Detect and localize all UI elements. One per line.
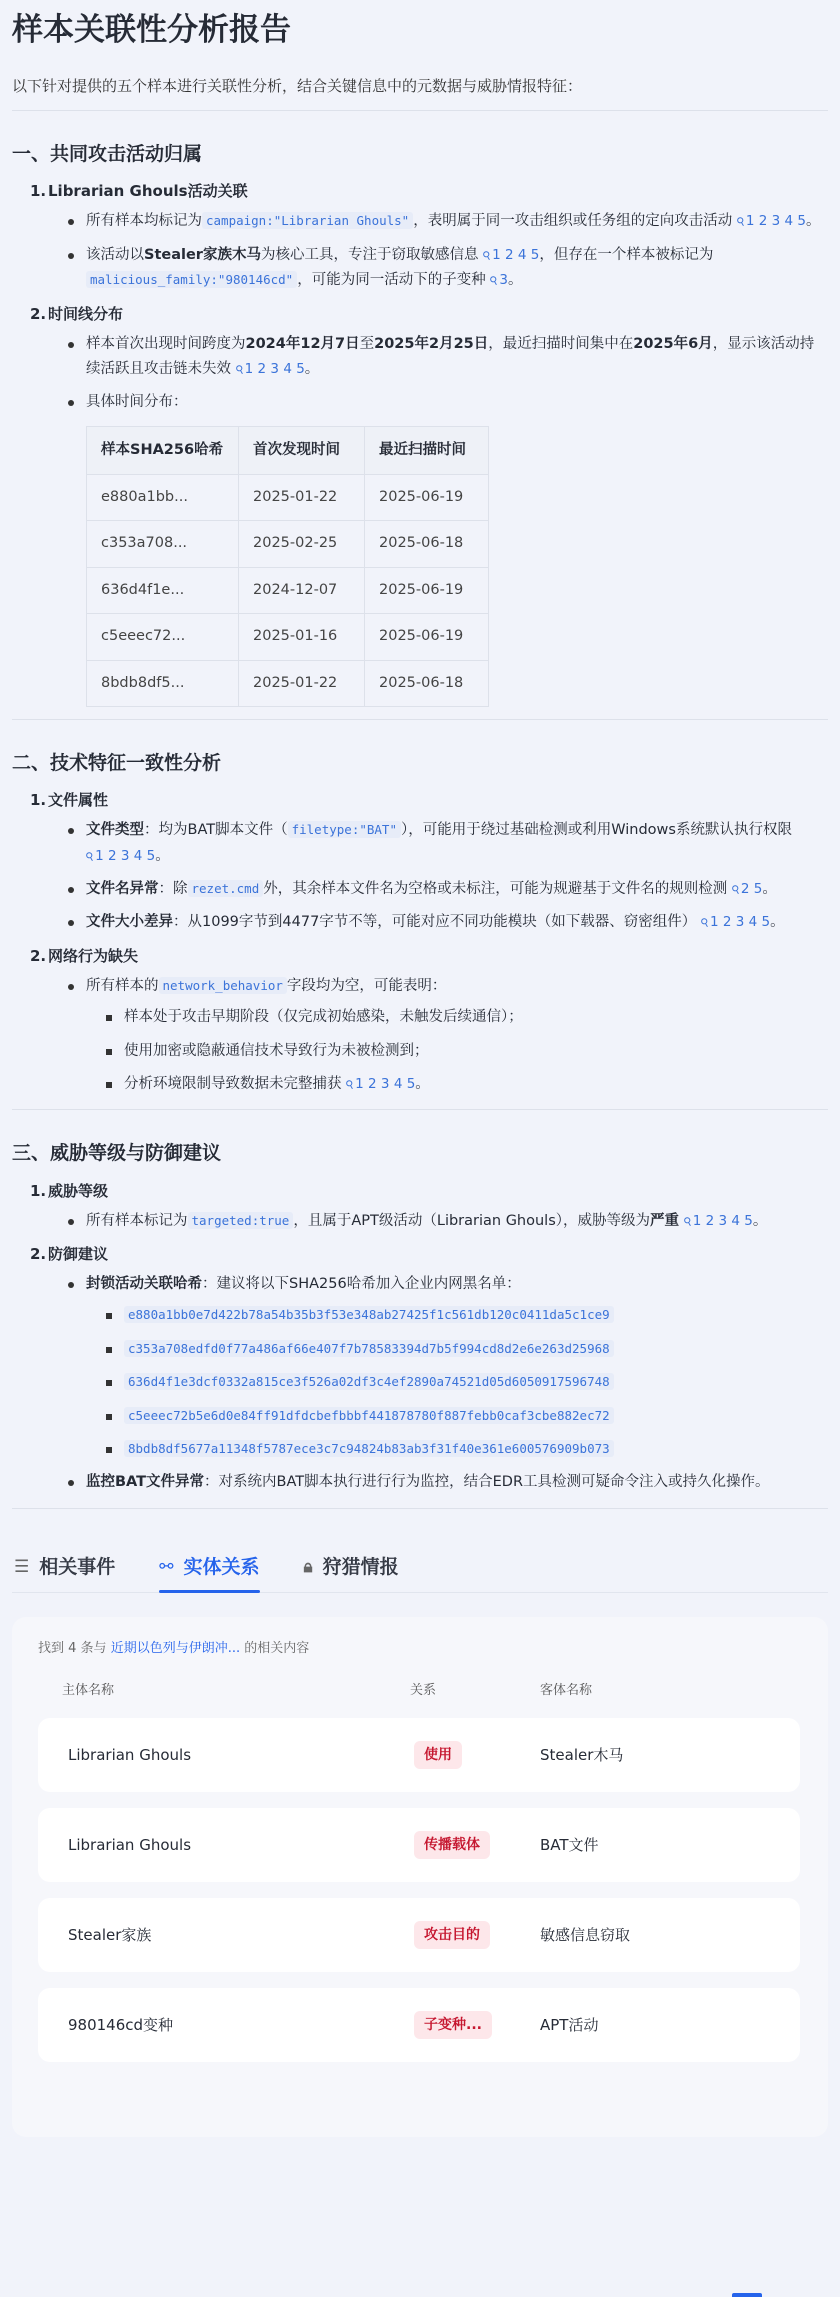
tab-related-events[interactable] <box>14 1542 115 1592</box>
text: ：对系统内BAT脚本执行进行行为监控，结合EDR工具检测可疑命令注入或持久化操作。 <box>204 1474 770 1491</box>
relation-row[interactable] <box>38 1718 800 1792</box>
divider <box>12 110 828 111</box>
section-2-list <box>30 788 828 1097</box>
table-cell: 636d4f1e... <box>87 567 239 613</box>
list-icon: ☰ <box>14 1556 30 1577</box>
text: 至 <box>359 335 375 352</box>
object-name: Stealer木马 <box>540 1746 624 1765</box>
bullet-item <box>86 390 828 707</box>
bold-text: 监控BAT文件异常 <box>86 1474 205 1491</box>
bullet-item <box>86 910 828 935</box>
subsection-title: 时间线分布 <box>48 304 124 323</box>
bold-text: 2025年6月 <box>633 335 713 352</box>
text: ，显示该活动持续活跃且攻击链未失效 <box>86 335 815 377</box>
citation-numbers: 2 5 <box>740 881 763 898</box>
citation-refs[interactable] <box>83 847 156 864</box>
bold-text: 文件大小差异 <box>86 914 173 931</box>
column-header: 主体名称 <box>62 1683 115 1699</box>
table-cell: 2025-06-19 <box>365 567 489 613</box>
item-number: 2. <box>30 304 47 323</box>
citation-refs[interactable] <box>729 881 763 898</box>
relation-row[interactable] <box>38 1898 800 1972</box>
bold-text: 封锁活动关联哈希 <box>86 1276 202 1293</box>
text: 。 <box>155 847 170 864</box>
citation-refs[interactable] <box>698 914 771 931</box>
citation-refs[interactable] <box>232 360 305 378</box>
inline-code: rezet.cmd <box>188 880 264 897</box>
text: 。 <box>770 914 785 931</box>
divider <box>12 1109 828 1110</box>
related-topic-link[interactable]: 近期以色列与伊朗冲... <box>110 1640 241 1656</box>
tab-entity-relations[interactable] <box>159 1542 259 1592</box>
bold-text: 2024年12月7日 <box>245 335 360 352</box>
subject-name: Librarian Ghouls <box>68 1836 192 1855</box>
table-cell: 2025-01-16 <box>239 614 365 660</box>
table-cell: 2025-01-22 <box>239 660 365 706</box>
subject-name: 980146cd变种 <box>68 2016 174 2035</box>
citation-refs[interactable] <box>487 272 508 289</box>
hash-code[interactable]: c353a708edfd0f77a486af66e407f7b78583394d7b5f994cd8d2e6e263d25968 <box>124 1340 614 1357</box>
citation-numbers: 1 2 3 4 5 <box>745 213 806 230</box>
object-name: 敏感信息窃取 <box>540 1926 631 1945</box>
sub-bullet-item <box>124 1072 828 1097</box>
citation-numbers: 1 2 3 4 5 <box>355 1075 416 1092</box>
citation-icon: ⚲ <box>232 361 247 378</box>
relation-badge: 使用 <box>414 1741 462 1769</box>
bold-text: 文件类型 <box>86 822 144 839</box>
citation-icon: ⚲ <box>487 273 502 289</box>
column-header: 客体名称 <box>540 1683 593 1699</box>
hash-code[interactable]: 8bdb8df5677a11348f5787ece3c7c94824b83ab3f31f40e361e600576909b073 <box>124 1440 614 1457</box>
tab-label: 狩猎情报 <box>322 1555 399 1578</box>
object-name: APT活动 <box>540 2016 599 2035</box>
table-header-row <box>87 426 489 474</box>
entity-relations-panel <box>12 1617 828 2137</box>
divider <box>12 719 828 720</box>
citation-refs[interactable] <box>734 213 806 230</box>
text: ：均为BAT脚本文件（ <box>144 822 288 839</box>
text: ），可能用于绕过基础检测或利用Windows系统默认执行权限 <box>400 822 792 839</box>
hash-item <box>124 1337 828 1362</box>
citation-icon: ⚲ <box>698 915 712 931</box>
sub-bullet-item: 使用加密或隐蔽通信技术导致行为未被检测到； <box>124 1039 828 1064</box>
text: 所有样本均标记为 <box>86 213 202 230</box>
text: 为核心工具，专注于窃取敏感信息 <box>260 246 479 263</box>
table-cell: 2025-01-22 <box>239 475 365 521</box>
bold-text: 2025年2月25日 <box>374 335 489 352</box>
section-1-list <box>30 179 828 707</box>
bold-text: Stealer家族木马 <box>144 246 261 263</box>
hash-item <box>124 1437 828 1462</box>
table-cell: 2025-06-19 <box>365 614 489 660</box>
inline-code: targeted:true <box>188 1212 294 1229</box>
bullet-item <box>86 209 828 234</box>
text: ：除 <box>158 881 188 898</box>
list-item <box>30 944 828 1098</box>
column-header: 最近扫描时间 <box>365 426 489 474</box>
citation-numbers: 3 <box>499 272 508 289</box>
subsection-title: 防御建议 <box>48 1245 109 1264</box>
bullet-item <box>86 1209 828 1234</box>
table-row <box>87 475 489 521</box>
relation-badge: 传播载体 <box>414 1831 490 1859</box>
list-item <box>30 1242 828 1496</box>
bold-text: 严重 <box>650 1212 680 1229</box>
hash-item <box>124 1404 828 1429</box>
text: 找到 4 条与 <box>38 1640 107 1656</box>
hash-code[interactable]: c5eeec72b5e6d0e84ff91dfdcbefbbbf441878780f887febb0caf3cbe882ec72 <box>124 1407 614 1424</box>
bullet-item <box>86 1272 828 1462</box>
timeline-table <box>86 426 489 707</box>
bullet-item <box>86 1470 828 1495</box>
section-heading-3: 三、威胁等级与防御建议 <box>12 1142 222 1165</box>
hash-code[interactable]: 636d4f1e3dcf0332a815ce3f526a02df3c4ef2890a74521d05d6050917596748 <box>124 1373 614 1390</box>
scroll-indicator <box>732 2293 762 2297</box>
table-cell: c353a708... <box>87 521 239 567</box>
table-cell: 8bdb8df5... <box>87 660 239 706</box>
citation-numbers: 1 2 3 4 5 <box>95 847 156 864</box>
text: 分析环境限制导致数据未完整捕获 <box>124 1075 342 1092</box>
inline-code: malicious_family:"980146cd" <box>86 271 297 288</box>
text: ，且属于APT级活动（Librarian Ghouls），威胁等级为 <box>293 1212 651 1229</box>
page-title: 样本关联性分析报告 <box>12 12 291 48</box>
lock-icon: 🔒︎ <box>303 1556 313 1577</box>
column-header: 关系 <box>410 1683 437 1699</box>
item-number: 1. <box>30 182 47 201</box>
inline-code: network_behavior <box>159 977 287 994</box>
hash-item <box>124 1303 828 1328</box>
text: ，但存在一个样本被标记为 <box>539 246 714 263</box>
relations-header <box>38 1681 800 1702</box>
citation-refs[interactable] <box>343 1075 416 1093</box>
table-cell: 2025-06-19 <box>365 475 489 521</box>
relation-row[interactable] <box>38 1988 800 2062</box>
inline-code: campaign:"Librarian Ghouls" <box>202 212 413 229</box>
subsection-title: 文件属性 <box>48 791 109 810</box>
section-heading-1: 一、共同攻击活动归属 <box>12 143 203 165</box>
text: ：建议将以下SHA256哈希加入企业内网黑名单： <box>202 1276 521 1293</box>
citation-icon: ⚲ <box>680 1213 695 1229</box>
subsection-title: 网络行为缺失 <box>48 946 139 965</box>
hash-item <box>124 1370 828 1395</box>
citation-icon: ⚲ <box>729 881 743 898</box>
citation-icon: ⚲ <box>83 848 97 864</box>
intro-text: 以下针对提供的五个样本进行关联性分析，结合关键信息中的元数据与威胁情报特征： <box>12 77 583 95</box>
subsection-title: 威胁等级 <box>48 1181 109 1200</box>
tab-label: 实体关系 <box>183 1555 260 1578</box>
table-cell: 2025-02-25 <box>239 521 365 567</box>
table-cell: 2025-06-18 <box>365 660 489 706</box>
text: 。 <box>507 272 523 289</box>
hash-code[interactable]: e880a1bb0e7d422b78a54b35b3f53e348ab27425f1c561db120c0411da5c1ce9 <box>124 1306 614 1323</box>
citation-refs[interactable] <box>480 246 540 263</box>
text: ，最近扫描时间集中在 <box>488 335 634 352</box>
item-number: 2. <box>30 946 47 965</box>
tab-hunting-intel[interactable] <box>304 1542 399 1592</box>
list-item <box>30 788 828 936</box>
tab-bar <box>12 1543 828 1593</box>
text: 所有样本的 <box>86 977 159 994</box>
citation-numbers: 1 2 3 4 5 <box>244 360 305 377</box>
text: 。 <box>304 360 320 377</box>
text: ：从1099字节到4477字节不等，可能对应不同功能模块（如下载器、窃密组件） <box>173 914 697 931</box>
text: ，表明属于同一攻击组织或任务组的定向攻击活动 <box>413 213 733 230</box>
bullet-item <box>86 974 828 1098</box>
column-header: 首次发现时间 <box>239 426 365 474</box>
section-heading-2: 二、技术特征一致性分析 <box>12 751 222 774</box>
table-cell: 2024-12-07 <box>239 567 365 613</box>
citation-numbers: 1 2 4 5 <box>492 246 540 263</box>
relation-badge: 攻击目的 <box>414 1921 490 1949</box>
result-summary <box>38 1639 800 1660</box>
citation-numbers: 1 2 3 4 5 <box>692 1212 753 1229</box>
subsection-title: Librarian Ghouls活动关联 <box>48 182 248 201</box>
citation-icon: ⚲ <box>734 214 748 230</box>
bold-text: 文件名异常 <box>86 881 159 898</box>
graph-icon: ⚯ <box>159 1556 174 1577</box>
text: 的相关内容 <box>244 1640 310 1656</box>
text: 。 <box>762 881 777 898</box>
sub-bullet-item: 样本处于攻击早期阶段（仅完成初始感染，未触发后续通信）； <box>124 1005 828 1030</box>
table-cell: e880a1bb... <box>87 475 239 521</box>
list-item <box>30 179 828 293</box>
text: 。 <box>752 1212 768 1229</box>
section-3-list <box>30 1179 828 1496</box>
text: ，可能为同一活动下的子变种 <box>297 272 486 289</box>
item-number: 1. <box>30 1181 47 1200</box>
citation-icon: ⚲ <box>480 247 494 263</box>
citation-refs[interactable] <box>680 1212 753 1229</box>
table-row <box>87 660 489 706</box>
citation-numbers: 1 2 3 4 5 <box>709 914 771 931</box>
text: 所有样本标记为 <box>86 1212 188 1229</box>
table-cell: c5eeec72... <box>87 614 239 660</box>
tab-label: 相关事件 <box>39 1555 116 1578</box>
column-header: 样本SHA256哈希 <box>87 426 239 474</box>
bullet-item <box>83 818 828 869</box>
text: 具体时间分布： <box>86 394 188 411</box>
text: 该活动以 <box>86 246 144 263</box>
object-name: BAT文件 <box>540 1836 599 1855</box>
text: 字段均为空，可能表明： <box>286 977 447 994</box>
table-row <box>87 567 489 613</box>
relation-badge: 子变种... <box>414 2011 492 2039</box>
item-number: 1. <box>30 791 47 810</box>
bullet-item <box>86 332 828 383</box>
list-item <box>30 302 828 707</box>
list-item <box>30 1179 828 1234</box>
text: 样本首次出现时间跨度为 <box>86 335 246 352</box>
text: 。 <box>806 213 821 230</box>
bullet-item <box>86 877 828 902</box>
divider <box>12 1508 828 1509</box>
text: 外，其余样本文件名为空格或未标注，可能为规避基于文件名的规则检测 <box>263 881 728 898</box>
text: 。 <box>415 1075 430 1092</box>
inline-code: filetype:"BAT" <box>288 821 401 838</box>
item-number: 2. <box>30 1245 47 1264</box>
bullet-item <box>86 243 828 294</box>
table-cell: 2025-06-18 <box>365 521 489 567</box>
table-row <box>87 521 489 567</box>
subject-name: Librarian Ghouls <box>68 1746 192 1765</box>
subject-name: Stealer家族 <box>68 1926 152 1945</box>
table-row <box>87 614 489 660</box>
relation-row[interactable] <box>38 1808 800 1882</box>
citation-icon: ⚲ <box>343 1076 357 1093</box>
